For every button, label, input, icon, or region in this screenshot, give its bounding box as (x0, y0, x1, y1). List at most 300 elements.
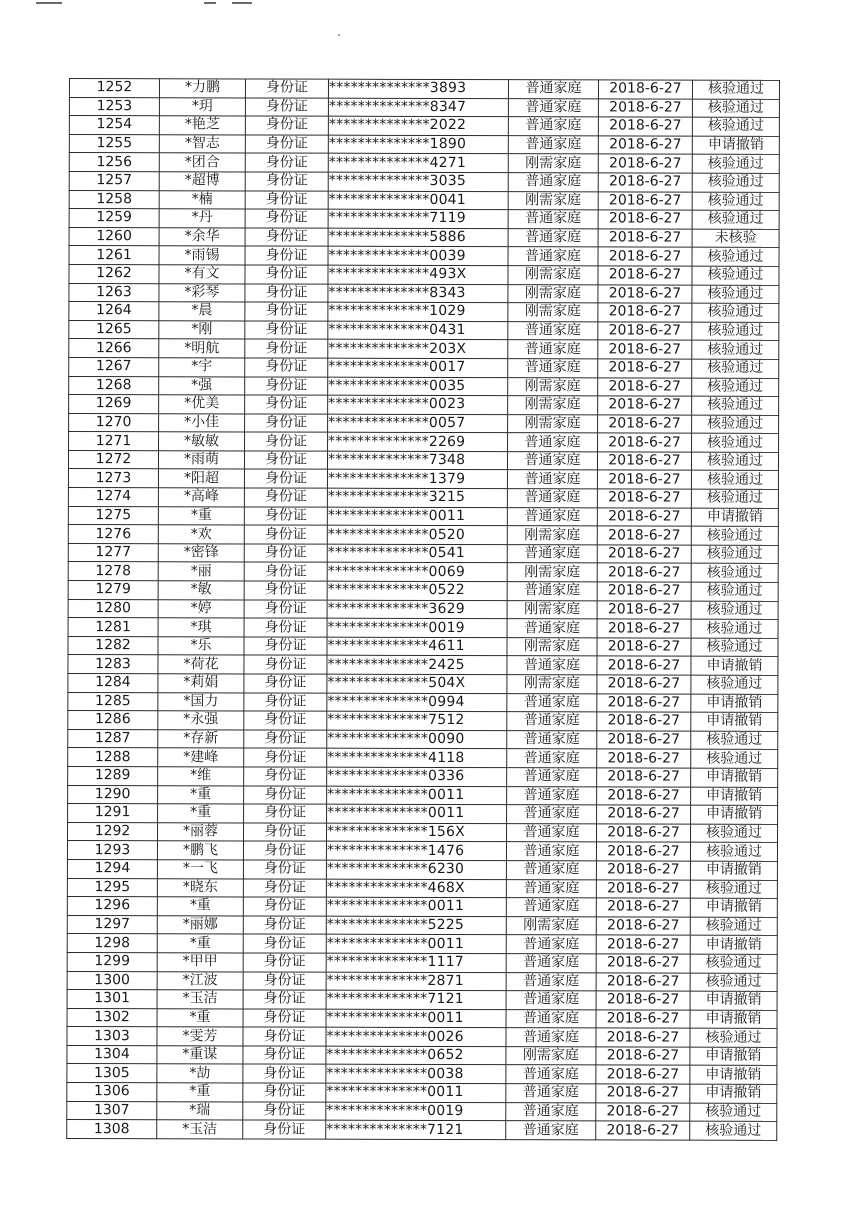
verification-status-cell: 核验通过 (690, 973, 777, 992)
id-number-cell: **************0041 (328, 191, 508, 210)
id-number-cell: **************0017 (328, 358, 508, 377)
id-type-cell: 身份证 (245, 98, 328, 117)
record-number-cell: 1276 (68, 525, 158, 544)
verification-status-cell: 核验通过 (692, 266, 779, 285)
id-number-cell: **************2425 (327, 656, 507, 675)
id-number-cell: **************0541 (327, 544, 507, 563)
record-date-cell: 2018-6-27 (596, 1028, 690, 1047)
scan-artifact-mark (232, 2, 252, 4)
verification-status-cell: 核验通过 (692, 173, 779, 192)
family-type-cell: 普通家庭 (508, 210, 598, 229)
id-number-cell: **************8347 (328, 98, 508, 117)
id-type-cell: 身份证 (243, 841, 326, 860)
applicant-name-cell: *明航 (159, 339, 245, 358)
family-type-cell: 刚需家庭 (508, 191, 598, 210)
record-number-cell: 1290 (68, 785, 158, 804)
family-type-cell: 刚需家庭 (507, 637, 597, 656)
record-number-cell: 1268 (69, 376, 159, 395)
table-row (67, 897, 777, 917)
record-date-cell: 2018-6-27 (596, 917, 690, 936)
record-number-cell: 1256 (69, 153, 159, 172)
record-date-cell: 2018-6-27 (597, 749, 691, 768)
record-date-cell: 2018-6-27 (597, 489, 691, 508)
id-number-cell: **************6230 (326, 860, 506, 879)
id-number-cell: **************0011 (327, 804, 507, 823)
id-number-cell: **************3629 (327, 600, 507, 619)
record-number-cell: 1296 (67, 897, 157, 916)
applicant-name-cell: *彩琴 (159, 283, 245, 302)
verification-status-cell: 核验通过 (690, 1103, 777, 1122)
table-row (68, 562, 778, 582)
record-date-cell: 2018-6-27 (597, 470, 691, 489)
id-type-cell: 身份证 (245, 172, 328, 191)
verification-status-cell: 申请撤销 (690, 1066, 777, 1085)
applicant-name-cell: *智志 (159, 135, 245, 154)
id-number-cell: **************0019 (327, 618, 507, 637)
verification-status-cell: 申请撤销 (690, 1010, 777, 1029)
verification-status-cell: 核验通过 (691, 675, 778, 694)
family-type-cell: 刚需家庭 (507, 526, 597, 545)
id-type-cell: 身份证 (244, 748, 327, 767)
table-row (69, 97, 779, 117)
family-type-cell: 刚需家庭 (508, 396, 598, 415)
applicant-name-cell: *宇 (159, 358, 245, 377)
id-number-cell: **************0011 (326, 1009, 506, 1028)
family-type-cell: 普通家庭 (507, 619, 597, 638)
record-number-cell: 1254 (69, 116, 159, 135)
id-number-cell: **************3215 (327, 488, 507, 507)
family-type-cell: 普通家庭 (506, 1102, 596, 1121)
record-number-cell: 1258 (69, 190, 159, 209)
id-type-cell: 身份证 (243, 1009, 326, 1028)
id-number-cell: **************0019 (326, 1102, 506, 1121)
table-row (67, 952, 777, 972)
record-date-cell: 2018-6-27 (597, 656, 691, 675)
table-row (68, 822, 778, 842)
family-type-cell: 刚需家庭 (508, 303, 598, 322)
id-type-cell: 身份证 (243, 1064, 326, 1083)
verification-status-cell: 申请撤销 (690, 1047, 777, 1066)
id-number-cell: **************1890 (328, 135, 508, 154)
record-date-cell: 2018-6-27 (596, 972, 690, 991)
record-number-cell: 1271 (69, 432, 159, 451)
id-type-cell: 身份证 (245, 339, 328, 358)
family-type-cell: 刚需家庭 (507, 563, 597, 582)
table-row (69, 209, 779, 229)
table-row (68, 729, 778, 749)
verification-status-cell: 核验通过 (692, 303, 779, 322)
id-number-cell: **************7348 (327, 451, 507, 470)
record-date-cell: 2018-6-27 (597, 824, 691, 843)
family-type-cell: 普通家庭 (507, 712, 597, 731)
id-type-cell: 身份证 (244, 804, 327, 823)
applicant-name-cell: *重 (158, 804, 244, 823)
verification-status-cell: 申请撤销 (690, 991, 777, 1010)
record-number-cell: 1300 (67, 971, 157, 990)
family-type-cell: 普通家庭 (506, 991, 596, 1010)
record-date-cell: 2018-6-27 (596, 861, 690, 880)
table-row (68, 618, 778, 638)
record-number-cell: 1288 (68, 748, 158, 767)
record-number-cell: 1264 (69, 302, 159, 321)
applicant-name-cell: *婷 (158, 599, 244, 618)
applicant-name-cell: *琪 (158, 618, 244, 637)
id-type-cell: 身份证 (245, 302, 328, 321)
record-number-cell: 1272 (68, 450, 158, 469)
records-body (67, 79, 780, 1141)
record-date-cell: 2018-6-27 (597, 712, 691, 731)
record-date-cell: 2018-6-27 (598, 303, 692, 322)
record-number-cell: 1302 (67, 1008, 157, 1027)
id-number-cell: **************0035 (328, 377, 508, 396)
family-type-cell: 普通家庭 (506, 954, 596, 973)
id-type-cell: 身份证 (245, 135, 328, 154)
applicant-name-cell: *力鹏 (159, 79, 245, 98)
family-type-cell: 普通家庭 (508, 117, 598, 136)
family-type-cell: 普通家庭 (508, 359, 598, 378)
record-number-cell: 1303 (67, 1027, 157, 1046)
record-date-cell: 2018-6-27 (597, 693, 691, 712)
applicant-name-cell: *重 (157, 1083, 243, 1102)
family-type-cell: 普通家庭 (506, 842, 596, 861)
table-row (67, 859, 777, 879)
id-type-cell: 身份证 (244, 451, 327, 470)
applicant-name-cell: *江波 (157, 971, 243, 990)
verification-status-cell: 核验通过 (692, 117, 779, 136)
applicant-name-cell: *玉洁 (157, 990, 243, 1009)
id-number-cell: **************7512 (327, 711, 507, 730)
id-type-cell: 身份证 (243, 934, 326, 953)
record-date-cell: 2018-6-27 (597, 675, 691, 694)
verification-status-cell: 核验通过 (691, 452, 778, 471)
id-type-cell: 身份证 (245, 116, 328, 135)
id-type-cell: 身份证 (245, 395, 328, 414)
family-type-cell: 普通家庭 (508, 98, 598, 117)
record-date-cell: 2018-6-27 (598, 191, 692, 210)
applicant-name-cell: *玥 (159, 97, 245, 116)
id-number-cell: **************1476 (326, 842, 506, 861)
verification-status-cell: 核验通过 (691, 489, 778, 508)
table-row (68, 488, 778, 508)
verification-status-cell: 申请撤销 (690, 935, 777, 954)
applicant-name-cell: *敏敏 (159, 432, 245, 451)
record-date-cell: 2018-6-27 (596, 1103, 690, 1122)
record-date-cell: 2018-6-27 (598, 415, 692, 434)
family-type-cell: 普通家庭 (508, 321, 598, 340)
id-type-cell: 身份证 (245, 246, 328, 265)
record-date-cell: 2018-6-27 (596, 1121, 690, 1140)
record-date-cell: 2018-6-27 (597, 582, 691, 601)
id-number-cell: **************0069 (327, 563, 507, 582)
record-number-cell: 1267 (69, 357, 159, 376)
family-type-cell: 普通家庭 (506, 898, 596, 917)
table-row (68, 506, 778, 526)
table-row (68, 469, 778, 489)
table-row (68, 581, 778, 601)
family-type-cell: 刚需家庭 (508, 266, 598, 285)
applicant-name-cell: *密锋 (158, 544, 244, 563)
record-date-cell: 2018-6-27 (597, 526, 691, 545)
record-number-cell: 1277 (68, 543, 158, 562)
id-number-cell: **************1029 (328, 302, 508, 321)
verification-status-cell: 申请撤销 (690, 861, 777, 880)
record-date-cell: 2018-6-27 (597, 601, 691, 620)
family-type-cell: 普通家庭 (507, 768, 597, 787)
record-date-cell: 2018-6-27 (598, 396, 692, 415)
id-number-cell: **************0023 (328, 395, 508, 414)
applicant-name-cell: *一飞 (157, 860, 243, 879)
id-type-cell: 身份证 (243, 971, 326, 990)
verification-status-cell: 核验通过 (690, 917, 777, 936)
id-number-cell: **************7121 (326, 1120, 506, 1139)
record-date-cell: 2018-6-27 (598, 340, 692, 359)
record-date-cell: 2018-6-27 (597, 452, 691, 471)
record-date-cell: 2018-6-27 (596, 935, 690, 954)
applicant-name-cell: *雨萌 (158, 451, 244, 470)
verification-status-cell: 申请撤销 (691, 508, 778, 527)
record-date-cell: 2018-6-27 (597, 805, 691, 824)
verification-status-cell: 核验通过 (691, 564, 778, 583)
family-type-cell: 普通家庭 (506, 1121, 596, 1140)
id-number-cell: **************0011 (326, 897, 506, 916)
record-date-cell: 2018-6-27 (596, 898, 690, 917)
table-row (69, 302, 779, 322)
record-date-cell: 2018-6-27 (596, 1084, 690, 1103)
id-type-cell: 身份证 (245, 153, 328, 172)
verification-status-cell: 核验通过 (692, 80, 779, 99)
id-type-cell: 身份证 (244, 655, 327, 674)
applicant-name-cell: *艳芝 (159, 116, 245, 135)
family-type-cell: 普通家庭 (507, 656, 597, 675)
id-type-cell: 身份证 (243, 1120, 326, 1139)
applicant-name-cell: *楠 (159, 190, 245, 209)
record-number-cell: 1266 (69, 339, 159, 358)
family-type-cell: 普通家庭 (506, 879, 596, 898)
applicant-name-cell: *重 (157, 1008, 243, 1027)
id-type-cell: 身份证 (244, 637, 327, 656)
table-row (67, 1101, 777, 1121)
id-number-cell: **************1379 (327, 470, 507, 489)
record-number-cell: 1291 (68, 804, 158, 823)
id-type-cell: 身份证 (245, 358, 328, 377)
applicant-name-cell: *丽蓉 (158, 822, 244, 841)
family-type-cell: 普通家庭 (507, 544, 597, 563)
id-number-cell: **************504X (327, 674, 507, 693)
table-row (67, 841, 777, 861)
id-type-cell: 身份证 (244, 488, 327, 507)
id-type-cell: 身份证 (243, 953, 326, 972)
applicant-name-cell: *丹 (159, 209, 245, 228)
applicant-name-cell: *丽娜 (157, 915, 243, 934)
table-row (67, 1027, 777, 1047)
table-row (69, 153, 779, 173)
applicant-name-cell: *瑞 (157, 1101, 243, 1120)
record-date-cell: 2018-6-27 (598, 210, 692, 229)
record-date-cell: 2018-6-27 (597, 768, 691, 787)
family-type-cell: 普通家庭 (508, 173, 598, 192)
table-row (69, 246, 779, 266)
record-number-cell: 1306 (67, 1083, 157, 1102)
applicant-name-cell: *重谋 (157, 1046, 243, 1065)
id-number-cell: **************203X (328, 339, 508, 358)
family-type-cell: 刚需家庭 (508, 377, 598, 396)
record-number-cell: 1280 (68, 599, 158, 618)
id-number-cell: **************2269 (328, 432, 508, 451)
table-row (69, 283, 779, 303)
id-type-cell: 身份证 (244, 581, 327, 600)
table-row (69, 79, 779, 99)
id-number-cell: **************4271 (328, 154, 508, 173)
record-number-cell: 1281 (68, 618, 158, 637)
id-type-cell: 身份证 (244, 674, 327, 693)
applicant-name-cell: *小佳 (159, 413, 245, 432)
record-number-cell: 1298 (67, 934, 157, 953)
record-date-cell: 2018-6-27 (596, 1010, 690, 1029)
record-number-cell: 1252 (69, 79, 159, 98)
record-date-cell: 2018-6-27 (598, 247, 692, 266)
family-type-cell: 普通家庭 (508, 340, 598, 359)
record-date-cell: 2018-6-27 (598, 377, 692, 396)
family-type-cell: 普通家庭 (508, 228, 598, 247)
applicant-name-cell: *莉娟 (158, 674, 244, 693)
applicant-name-cell: *雨锡 (159, 246, 245, 265)
verification-status-cell: 核验通过 (690, 954, 777, 973)
table-row (67, 934, 777, 954)
family-type-cell: 普通家庭 (507, 470, 597, 489)
record-number-cell: 1273 (68, 469, 158, 488)
family-type-cell: 普通家庭 (507, 805, 597, 824)
record-date-cell: 2018-6-27 (598, 322, 692, 341)
applicant-name-cell: *维 (158, 767, 244, 786)
applicant-name-cell: *优美 (159, 395, 245, 414)
applicant-name-cell: *阳超 (158, 469, 244, 488)
applicant-name-cell: *有文 (159, 265, 245, 284)
family-type-cell: 普通家庭 (507, 823, 597, 842)
table-row (68, 673, 778, 693)
record-number-cell: 1307 (67, 1101, 157, 1120)
id-type-cell: 身份证 (244, 730, 327, 749)
record-number-cell: 1297 (67, 915, 157, 934)
id-type-cell: 身份证 (245, 376, 328, 395)
verification-status-cell: 核验通过 (691, 619, 778, 638)
id-type-cell: 身份证 (245, 79, 328, 98)
id-type-cell: 身份证 (243, 1083, 326, 1102)
id-number-cell: **************156X (327, 823, 507, 842)
id-type-cell: 身份证 (243, 897, 326, 916)
id-type-cell: 身份证 (244, 600, 327, 619)
record-date-cell: 2018-6-27 (597, 638, 691, 657)
id-type-cell: 身份证 (244, 469, 327, 488)
scanned-sheet (66, 78, 779, 1142)
record-date-cell: 2018-6-27 (596, 954, 690, 973)
id-number-cell: **************0011 (326, 934, 506, 953)
table-row (68, 543, 778, 563)
id-number-cell: **************0011 (327, 786, 507, 805)
record-number-cell: 1261 (69, 246, 159, 265)
applicant-name-cell: *晨 (159, 302, 245, 321)
verification-status-cell: 核验通过 (690, 1028, 777, 1047)
record-number-cell: 1289 (68, 766, 158, 785)
id-number-cell: **************5225 (326, 916, 506, 935)
id-type-cell: 身份证 (244, 562, 327, 581)
id-number-cell: **************0994 (327, 693, 507, 712)
id-type-cell: 身份证 (243, 860, 326, 879)
verification-status-cell: 核验通过 (692, 247, 779, 266)
record-date-cell: 2018-6-27 (597, 786, 691, 805)
id-type-cell: 身份证 (245, 191, 328, 210)
record-number-cell: 1269 (69, 395, 159, 414)
family-type-cell: 普通家庭 (507, 452, 597, 471)
id-type-cell: 身份证 (245, 432, 328, 451)
record-date-cell: 2018-6-27 (598, 284, 692, 303)
record-number-cell: 1292 (68, 822, 158, 841)
family-type-cell: 普通家庭 (507, 507, 597, 526)
verification-status-cell: 核验通过 (692, 155, 779, 174)
applicant-name-cell: *超博 (159, 172, 245, 191)
record-number-cell: 1260 (69, 227, 159, 246)
table-row (69, 357, 779, 377)
id-type-cell: 身份证 (244, 525, 327, 544)
applicant-name-cell: *团合 (159, 153, 245, 172)
table-row (68, 804, 778, 824)
verification-status-cell: 核验通过 (692, 396, 779, 415)
table-row (69, 134, 779, 154)
id-number-cell: **************0057 (328, 414, 508, 433)
verification-status-cell: 申请撤销 (691, 694, 778, 713)
id-number-cell: **************4611 (327, 637, 507, 656)
verification-status-cell: 核验通过 (692, 210, 779, 229)
id-number-cell: **************493X (328, 265, 508, 284)
id-number-cell: **************3893 (328, 79, 508, 98)
family-type-cell: 普通家庭 (507, 786, 597, 805)
record-date-cell: 2018-6-27 (598, 266, 692, 285)
table-row (69, 376, 779, 396)
id-type-cell: 身份证 (245, 321, 328, 340)
record-number-cell: 1293 (67, 841, 157, 860)
id-type-cell: 身份证 (245, 209, 328, 228)
record-date-cell: 2018-6-27 (596, 991, 690, 1010)
record-date-cell: 2018-6-27 (598, 359, 692, 378)
family-type-cell: 刚需家庭 (506, 916, 596, 935)
verification-status-cell: 核验通过 (692, 285, 779, 304)
applicant-name-cell: *高峰 (158, 488, 244, 507)
applicant-name-cell: *劼 (157, 1064, 243, 1083)
record-date-cell: 2018-6-27 (598, 98, 692, 117)
family-type-cell: 刚需家庭 (507, 600, 597, 619)
id-number-cell: **************1117 (326, 953, 506, 972)
id-type-cell: 身份证 (244, 823, 327, 842)
id-number-cell: **************3035 (328, 172, 508, 191)
id-number-cell: **************5886 (328, 228, 508, 247)
id-number-cell: **************7119 (328, 209, 508, 228)
family-type-cell: 普通家庭 (507, 730, 597, 749)
id-type-cell: 身份证 (243, 916, 326, 935)
verification-status-cell: 核验通过 (692, 378, 779, 397)
verification-status-cell: 核验通过 (691, 582, 778, 601)
table-row (67, 915, 777, 935)
verification-status-cell: 核验通过 (691, 601, 778, 620)
table-row (69, 171, 779, 191)
id-type-cell: 身份证 (244, 544, 327, 563)
table-row (69, 320, 779, 340)
verification-status-cell: 核验通过 (692, 192, 779, 211)
family-type-cell: 普通家庭 (507, 582, 597, 601)
record-number-cell: 1308 (67, 1120, 157, 1139)
record-date-cell: 2018-6-27 (597, 619, 691, 638)
applicant-name-cell: *玉洁 (157, 1120, 243, 1139)
record-number-cell: 1305 (67, 1064, 157, 1083)
id-type-cell: 身份证 (244, 618, 327, 637)
